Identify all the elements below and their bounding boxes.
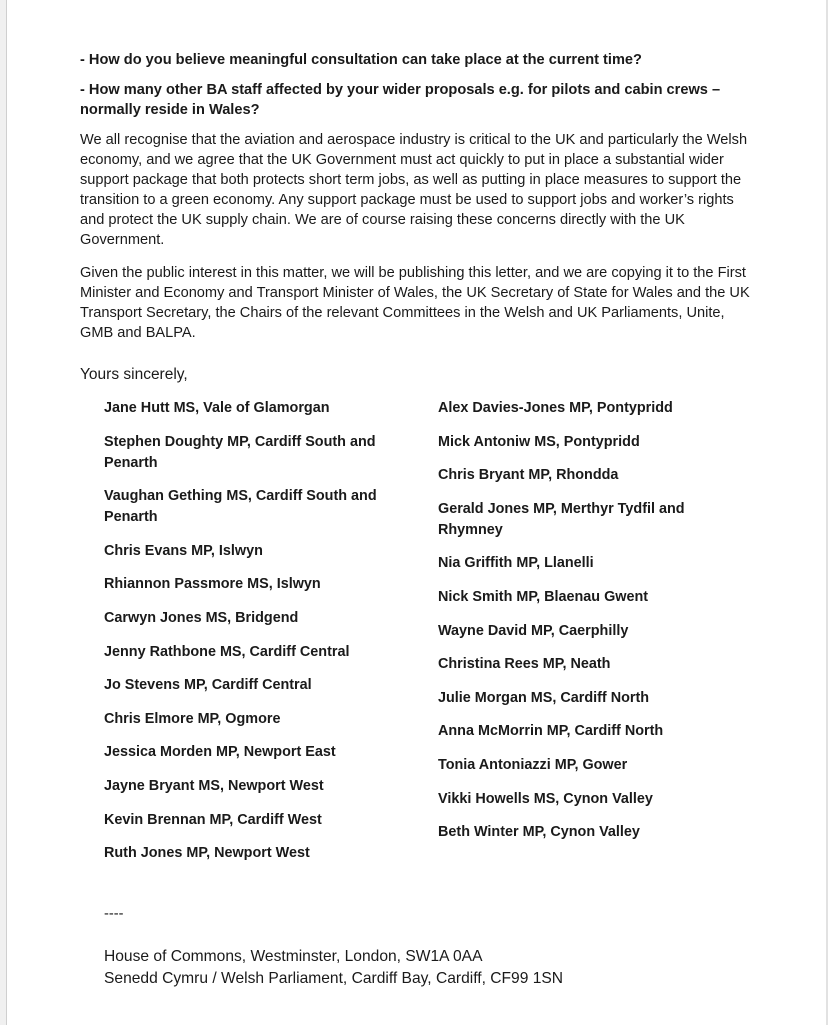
signatory: Alex Davies-Jones MP, Pontypridd <box>438 400 673 416</box>
signatory: Jayne Bryant MS, Newport West <box>104 777 324 794</box>
page-edge-left <box>0 0 7 1025</box>
address-line-commons: House of Commons, Westminster, London, SW1A 0AA <box>104 948 483 965</box>
signatory: Jane Hutt MS, Vale of Glamorgan <box>104 400 330 416</box>
signatory: Christina Rees MP, Neath <box>438 656 611 673</box>
signatory: Ruth Jones MP, Newport West <box>104 845 310 862</box>
signatory: Carwyn Jones MS, Bridgend <box>104 609 299 626</box>
signatory: Anna McMorrin MP, Cardiff North <box>438 723 664 740</box>
signatory: Chris Evans MP, Islwyn <box>104 542 263 559</box>
signatory: Mick Antoniw MS, Pontypridd <box>438 433 640 450</box>
signatory: Jenny Rathbone MS, Cardiff Central <box>104 643 350 660</box>
paragraph-industry-support: We all recognise that the aviation and aerospace industry is critical to the UK and particularly the Welsh economy, and we agree that the UK Government must act quickly to put in place a substantial wider support package that both protects short term jobs, as well as putting in place measures to support the transition to a green economy. Any support package must be used to support jobs and worker’s rights and protect the UK supply chain. We are of course raising these concerns directly with the UK Government. <box>80 132 748 248</box>
footer-divider: ---- <box>104 906 124 922</box>
question-consultation: - How do you believe meaningful consultation can take place at the current time? <box>80 52 642 68</box>
signatory: Gerald Jones MP, Merthyr Tydfil and Rhymney <box>438 500 685 538</box>
signatory: Tonia Antoniazzi MP, Gower <box>438 756 628 773</box>
signatory: Rhiannon Passmore MS, Islwyn <box>104 576 321 593</box>
signatory: Jessica Morden MP, Newport East <box>104 744 336 761</box>
signatory: Nia Griffith MP, Llanelli <box>438 555 594 572</box>
signatory: Wayne David MP, Caerphilly <box>438 622 629 639</box>
letter-body <box>80 50 760 343</box>
signatory: Beth Winter MP, Cynon Valley <box>438 824 640 841</box>
signatory: Vaughan Gething MS, Cardiff South and Penarth <box>104 488 377 526</box>
signatory: Chris Elmore MP, Ogmore <box>104 710 281 727</box>
footer-addresses <box>104 946 563 990</box>
signatories-right-column <box>438 398 738 856</box>
signatory: Chris Bryant MP, Rhondda <box>438 467 619 484</box>
signatory: Jo Stevens MP, Cardiff Central <box>104 677 312 694</box>
signatory: Stephen Doughty MP, Cardiff South and Penarth <box>104 433 376 471</box>
question-staff-in-wales: - How many other BA staff affected by your wider proposals e.g. for pilots and cabin crews – normally reside in Wales? <box>80 82 721 118</box>
paragraph-publication-copies: Given the public interest in this matter, we will be publishing this letter, and we are copying it to the First Minister and Economy and Transport Minister of Wales, the UK Secretary of State for Wales and the UK Transport Secretary, the Chairs of the relevant Committees in the Welsh and UK Parliaments, Unite, GMB and BALPA. <box>80 265 750 341</box>
signatory: Nick Smith MP, Blaenau Gwent <box>438 588 649 605</box>
signatory: Julie Morgan MS, Cardiff North <box>438 689 650 706</box>
signatory: Vikki Howells MS, Cynon Valley <box>438 790 653 807</box>
signatory: Kevin Brennan MP, Cardiff West <box>104 811 322 828</box>
address-line-senedd: Senedd Cymru / Welsh Parliament, Cardiff Bay, Cardiff, CF99 1SN <box>104 970 564 987</box>
signoff: Yours sincerely, <box>80 366 188 383</box>
signatories-left-column <box>104 398 394 877</box>
